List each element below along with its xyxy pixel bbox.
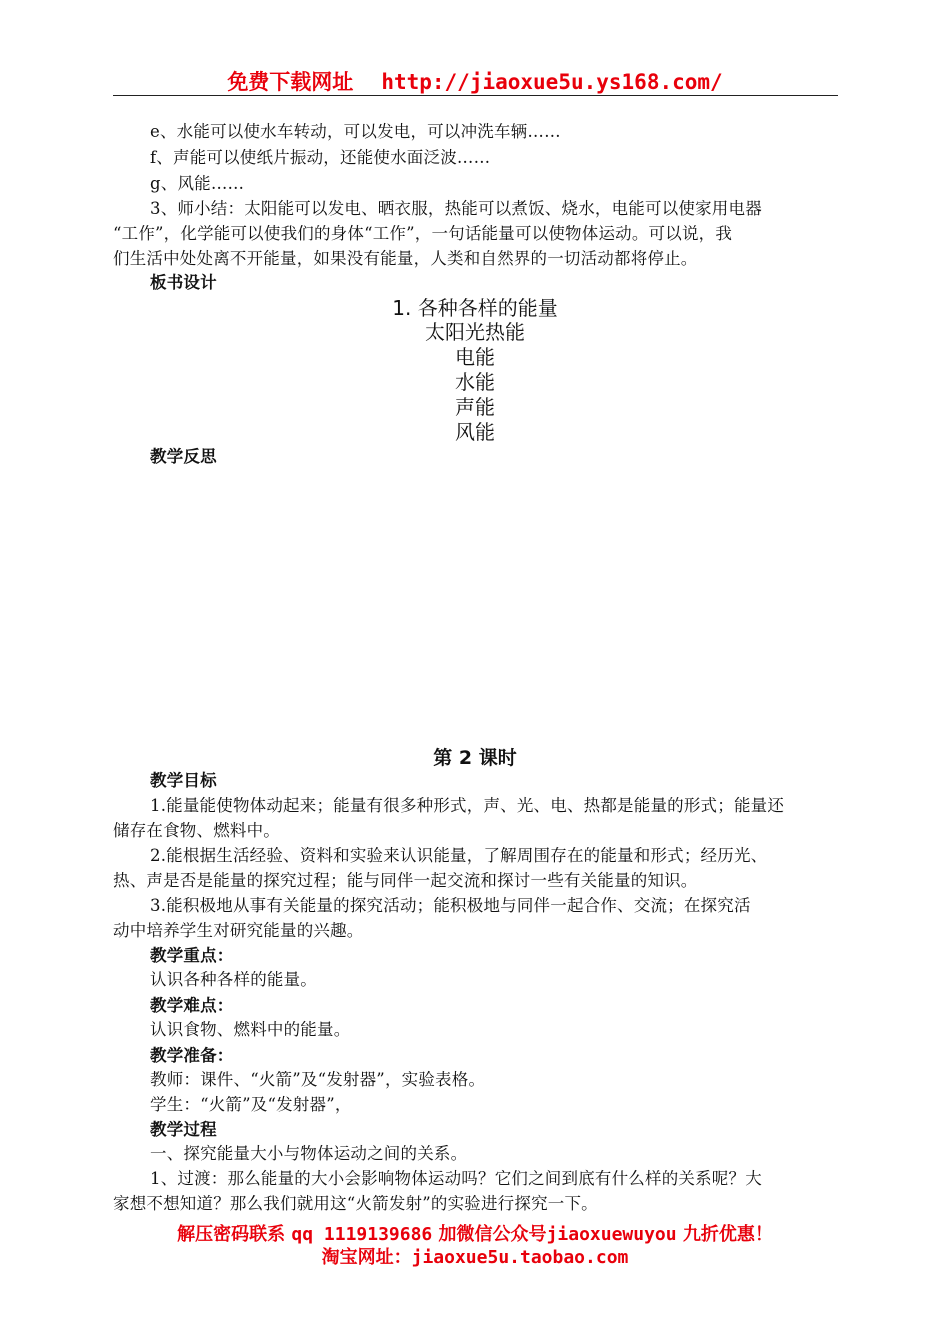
footer-line-2 — [0, 1243, 950, 1269]
objective-line: 2.能根据生活经验、资料和实验来认识能量，了解周围存在的能量和形式；经历光、 — [150, 846, 768, 865]
objective-line: 动中培养学生对研究能量的兴趣。 — [113, 921, 364, 940]
key-heading: 教学重点： — [150, 946, 234, 965]
header-label: 免费下载网址 — [227, 70, 354, 94]
board-item: 电能 — [455, 345, 495, 369]
footer-password-text: 解压密码联系 — [177, 1224, 292, 1245]
key-text: 认识各种各样的能量。 — [150, 970, 317, 989]
prep-student: 学生：“火箭”及“发射器”， — [150, 1095, 352, 1114]
lesson-title: 第 2 课时 — [433, 747, 517, 769]
objective-line: 1.能量能使物体动起来；能量有很多种形式，声、光、电、热都是能量的形式；能量还 — [150, 796, 785, 815]
intro-line-f: f、声能可以使纸片振动，还能使水面泛波…… — [150, 148, 491, 167]
prep-teacher: 教师：课件、“火箭”及“发射器”，实验表格。 — [150, 1070, 486, 1089]
objective-line: 储存在食物、燃料中。 — [113, 821, 280, 840]
process-line: 家想不想知道？那么我们就用这“火箭发射”的实验进行探究一下。 — [113, 1194, 598, 1213]
summary-line-3: 们生活中处处离不开能量，如果没有能量，人类和自然界的一切活动都将停止。 — [113, 249, 698, 268]
footer-taobao-label: 淘宝网址： — [321, 1247, 412, 1268]
page-header — [0, 66, 950, 96]
summary-line-1: 3、师小结：太阳能可以发电、晒衣服，热能可以煮饭、烧水，电能可以使家用电器 — [150, 199, 762, 218]
board-item: 水能 — [455, 370, 495, 394]
board-item: 声能 — [455, 395, 495, 419]
footer-qq: qq 1119139686 — [291, 1224, 433, 1245]
header-url[interactable]: http://jiaoxue5u.ys168.com/ — [381, 70, 723, 94]
process-heading: 教学过程 — [150, 1120, 217, 1139]
process-line: 一、探究能量大小与物体运动之间的关系。 — [150, 1144, 468, 1163]
footer-discount-text: 九折优惠！ — [676, 1224, 773, 1245]
difficulty-text: 认识食物、燃料中的能量。 — [150, 1020, 351, 1039]
objective-line: 热、声是否是能量的探究过程；能与同伴一起交流和探讨一些有关能量的知识。 — [113, 871, 698, 890]
footer-wechat-id: jiaoxuewuyou — [546, 1224, 677, 1245]
board-title: 1. 各种各样的能量 — [392, 296, 558, 320]
summary-line-2: “工作”，化学能可以使我们的身体“工作”，一句话能量可以使物体运动。可以说，我 — [113, 224, 733, 243]
footer-taobao-url[interactable]: jiaoxue5u.taobao.com — [411, 1247, 629, 1268]
board-heading: 板书设计 — [150, 273, 217, 292]
board-item: 风能 — [455, 420, 495, 444]
footer-wechat-text: 加微信公众号 — [432, 1224, 547, 1245]
reflection-heading: 教学反思 — [150, 447, 217, 466]
process-line: 1、过渡：那么能量的大小会影响物体运动吗？它们之间到底有什么样的关系呢？大 — [150, 1169, 762, 1188]
board-item: 太阳光热能 — [425, 320, 525, 344]
difficulty-heading: 教学难点： — [150, 996, 234, 1015]
intro-line-g: g、风能…… — [150, 174, 245, 193]
prep-heading: 教学准备： — [150, 1046, 234, 1065]
objective-line: 3.能积极地从事有关能量的探究活动；能积极地与同伴一起合作、交流；在探究活 — [150, 896, 751, 915]
objectives-heading: 教学目标 — [150, 771, 217, 790]
intro-line-e: e、水能可以使水车转动，可以发电，可以冲洗车辆…… — [150, 122, 561, 141]
header-divider — [113, 95, 838, 96]
